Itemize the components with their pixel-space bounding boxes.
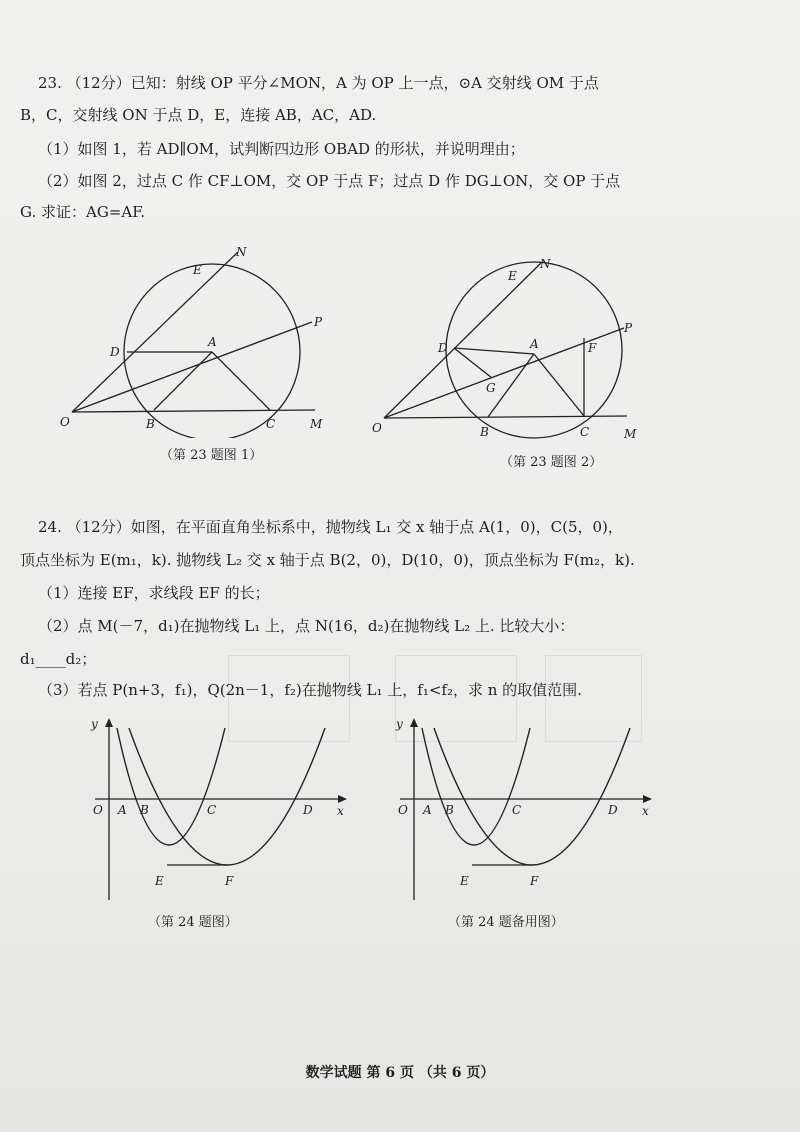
label-p: P [624, 321, 633, 335]
q24-part3: （3）若点 P(n+3，f₁)，Q(2n－1，f₂)在抛物线 L₁ 上，f₁<f₂，求 n 的取值范围. [38, 681, 582, 699]
q23-stem-line2: B，C，交射线 ON 于点 D，E，连接 AB，AC，AD. [20, 106, 377, 124]
segment-ab [154, 352, 212, 410]
label-f: F [530, 874, 539, 888]
label-m: M [310, 417, 323, 431]
q24-stem-line1: 24. （12分）如图，在平面直角坐标系中，抛物线 L₁ 交 x 轴于点 A(1，0)，C(5，0)， [38, 518, 623, 536]
label-o: O [60, 415, 70, 429]
label-o: O [372, 421, 382, 435]
page-footer: 数学试题 第 6 页 （共 6 页） [305, 1065, 495, 1081]
segment-ac [534, 354, 584, 416]
label-c: C [266, 417, 276, 431]
label-f: F [225, 874, 234, 888]
label-d: D [608, 803, 618, 817]
ray-op [72, 322, 312, 412]
x-axis-arrow [643, 795, 652, 803]
segment-ad [454, 348, 534, 354]
label-e: E [460, 874, 469, 888]
q24-spare-figure [390, 712, 660, 912]
label-y: y [91, 717, 98, 731]
label-b: B [146, 417, 155, 431]
label-d: D [303, 803, 313, 817]
q23-figure-2 [362, 252, 662, 452]
y-axis-arrow [410, 718, 418, 727]
label-o: O [398, 803, 408, 817]
label-a: A [118, 803, 127, 817]
label-g: G [486, 381, 496, 395]
q23-stem-line1: 23. （12分）已知：射线 OP 平分∠MON，A 为 OP 上一点，⊙A 交射线 OM 于点 [38, 74, 599, 92]
label-c: C [512, 803, 522, 817]
q24-stem-line2: 顶点坐标为 E(m₁，k). 抛物线 L₂ 交 x 轴于点 B(2，0)，D(10，0)，顶点坐标为 F(m₂，k). [20, 551, 635, 569]
ray-on [384, 262, 542, 418]
label-c: C [580, 425, 590, 439]
y-axis-arrow [105, 718, 113, 727]
q23-part2-line2: G. 求证：AG=AF. [20, 203, 146, 221]
label-b: B [445, 803, 454, 817]
q23-caption-1: （第 23 题图 1） [160, 448, 263, 463]
label-n: N [236, 245, 247, 259]
label-p: P [314, 315, 323, 329]
parabola-l1 [422, 728, 530, 845]
parabola-l2 [434, 728, 630, 865]
label-n: N [540, 257, 551, 271]
label-b: B [480, 425, 489, 439]
label-d: D [110, 345, 120, 359]
label-c: C [207, 803, 217, 817]
q23-part2-line1: （2）如图 2，过点 C 作 CF⊥OM，交 OP 于点 F；过点 D 作 DG⊥ON，交 OP 于点 [38, 172, 621, 190]
segment-ac [212, 352, 270, 410]
q24-caption-1: （第 24 题图） [148, 915, 238, 930]
label-x: x [337, 804, 344, 818]
label-e: E [193, 263, 202, 277]
label-e: E [155, 874, 164, 888]
segment-dg [454, 348, 492, 378]
label-a: A [530, 337, 539, 351]
q23-part1: （1）如图 1，若 AD∥OM，试判断四边形 OBAD 的形状，并说明理由； [38, 140, 525, 158]
label-a: A [423, 803, 432, 817]
q24-part1: （1）连接 EF，求线段 EF 的长； [38, 584, 270, 602]
q24-part2-line2: d₁____d₂； [20, 650, 97, 668]
label-f: F [588, 341, 597, 355]
label-e: E [508, 269, 517, 283]
q24-caption-2: （第 24 题备用图） [448, 915, 564, 930]
ray-om [72, 410, 315, 412]
parabola-l1 [117, 728, 225, 845]
label-o: O [93, 803, 103, 817]
ray-on [72, 252, 238, 412]
label-m: M [624, 427, 637, 441]
label-d: D [438, 341, 448, 355]
q24-part2-line1: （2）点 M(－7，d₁)在抛物线 L₁ 上，点 N(16，d₂)在抛物线 L₂ 上. 比较大小： [38, 617, 575, 635]
parabola-l2 [129, 728, 325, 865]
label-b: B [140, 803, 149, 817]
label-a: A [208, 335, 217, 349]
label-x: x [642, 804, 649, 818]
q24-figure [85, 712, 355, 912]
q23-figure-1 [50, 238, 350, 438]
x-axis-arrow [338, 795, 347, 803]
q23-caption-2: （第 23 题图 2） [500, 455, 603, 470]
label-y: y [396, 717, 403, 731]
